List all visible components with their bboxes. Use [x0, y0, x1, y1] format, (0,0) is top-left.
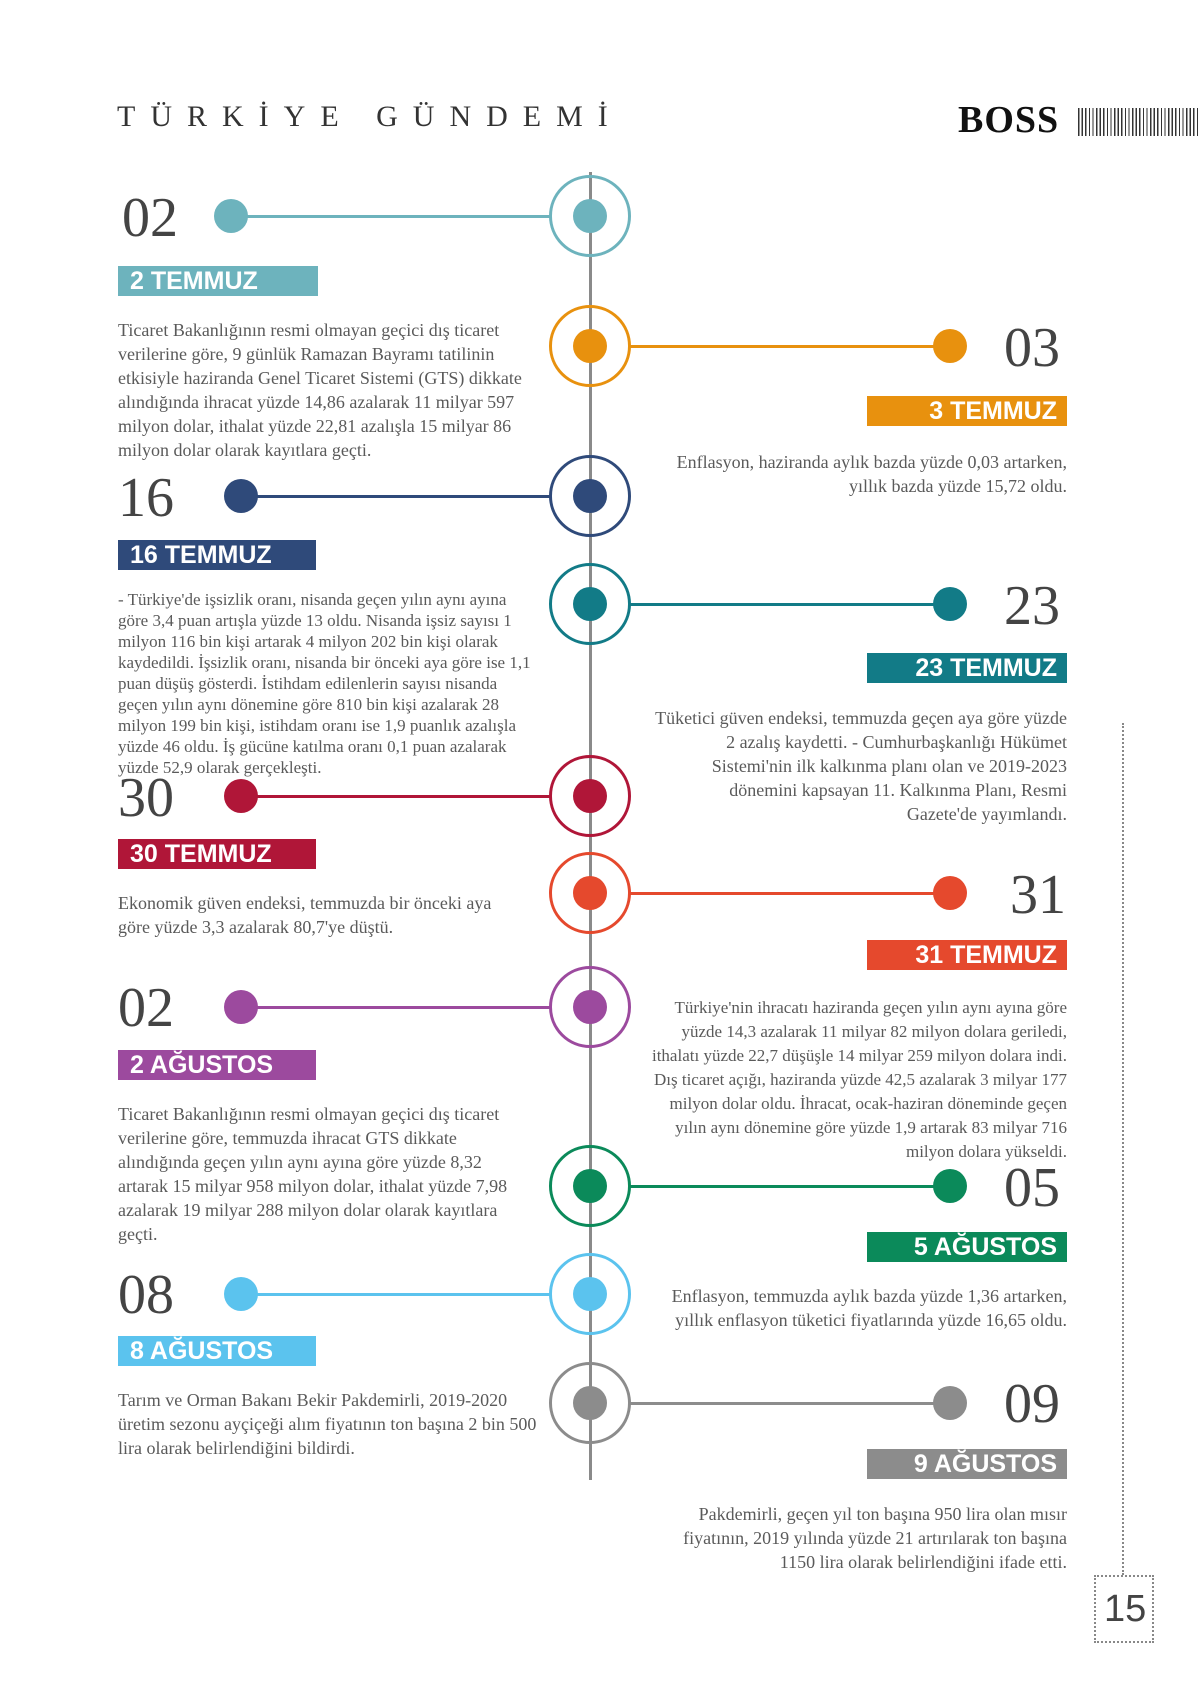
event-day-number: 16: [118, 467, 174, 529]
connector-line: [242, 795, 552, 798]
event-day-number: 08: [118, 1264, 174, 1326]
connector-line: [242, 495, 552, 498]
event-day-number: 23: [1004, 575, 1060, 637]
event-day-number: 09: [1004, 1373, 1060, 1435]
event-date-banner: 8 AĞUSTOS: [118, 1336, 316, 1366]
node-dot: [573, 199, 607, 233]
event-date-banner: 23 TEMMUZ: [867, 653, 1067, 683]
node-dot: [573, 329, 607, 363]
event-description: Enflasyon, haziranda aylık bazda yüzde 0,03 artarken, yıllık bazda yüzde 15,72 oldu.: [676, 452, 1067, 496]
connector-dot: [933, 1169, 967, 1203]
connector-line: [628, 1402, 950, 1405]
node-dot: [573, 1386, 607, 1420]
event-day-number: 03: [1004, 317, 1060, 379]
node-dot: [573, 779, 607, 813]
event-description: Tarım ve Orman Bakanı Bekir Pakdemirli, 2019-2020 üretim sezonu ayçiçeği alım fiyatının ton başına 2 bin 500 lira olarak belirlendiğini bildirdi.: [118, 1390, 537, 1458]
event-date-banner: 3 TEMMUZ: [867, 396, 1067, 426]
event-day-number: 30: [118, 767, 174, 829]
magazine-logo: BOSS: [958, 99, 1060, 141]
connector-dot: [224, 990, 258, 1024]
connector-line: [628, 892, 950, 895]
event-date-banner: 2 TEMMUZ: [118, 266, 318, 296]
connector-dot: [224, 479, 258, 513]
connector-line: [242, 1293, 552, 1296]
node-dot: [573, 587, 607, 621]
connector-line: [242, 1006, 552, 1009]
connector-dot: [224, 1277, 258, 1311]
event-description: Türkiye'nin ihracatı haziranda geçen yılın aynı ayına göre yüzde 14,3 azalarak 11 milyar 82 milyon dolara geriledi, ithalatı yüzde 22,7 düşüşle 14 milyar 259 milyon dolara indi. Dış ticaret açığı, haziranda yüzde 42,5 azalarak 3 milyar 177 milyon dolar oldu. İhracat, ocak-haziran döneminde geçen yılın aynı dönemine göre yüzde 1,9 artarak 83 milyar 716 milyon dolara yükseldi.: [651, 998, 1067, 1161]
connector-dot: [214, 199, 248, 233]
node-dot: [573, 1169, 607, 1203]
node-dot: [573, 1277, 607, 1311]
event-date-banner: 30 TEMMUZ: [118, 839, 316, 869]
node-dot: [573, 479, 607, 513]
event-date-banner: 2 AĞUSTOS: [118, 1050, 316, 1080]
node-dot: [573, 990, 607, 1024]
event-description: - Türkiye'de işsizlik oranı, nisanda geçen yılın aynı ayına göre 3,4 puan artışla yüzde 13 oldu. Nisanda işsiz sayısı 1 milyon 116 bin kişi artarak 4 milyon 202 bin kişi olarak kaydedildi. İşsizlik oranı, nisanda bir önceki aya göre ise 1,1 puan düşüş gösterdi. İstihdam edilenlerin sayısı nisanda geçen yılın aynı dönemine göre 810 bin kişi azalarak 28 milyon 199 bin kişi, istihdam oranı ise 1,9 puanlık azalışla yüzde 46 oldu. İş gücüne katılma oranı 0,1 puan azalarak yüzde 52,9 olarak gerçekleşti.: [118, 590, 531, 777]
event-date-banner: 9 AĞUSTOS: [867, 1449, 1067, 1479]
connector-dot: [933, 329, 967, 363]
connector-line: [628, 345, 950, 348]
node-dot: [573, 876, 607, 910]
connector-dot: [933, 1386, 967, 1420]
event-day-number: 05: [1004, 1157, 1060, 1219]
event-date-banner: 16 TEMMUZ: [118, 540, 316, 570]
barcode-decoration: [1078, 108, 1200, 136]
event-date-banner: 5 AĞUSTOS: [867, 1232, 1067, 1262]
event-description: Tüketici güven endeksi, temmuzda geçen aya göre yüzde 2 azalış kaydetti. - Cumhurbaşkanlığı Hükümet Sistemi'nin ilk kalkınma planı olan ve 2019-2023 dönemini kapsayan 11. Kalkınma Planı, Resmi Gazete'de yayımlandı.: [655, 708, 1067, 824]
event-description: Pakdemirli, geçen yıl ton başına 950 lira olan mısır fiyatının, 2019 yılında yüzde 21 artırılarak ton başına 1150 lira olarak belirlendiğini ifade etti.: [683, 1504, 1067, 1572]
section-title: TÜRKİYE GÜNDEMİ: [117, 100, 623, 133]
connector-dot: [224, 779, 258, 813]
event-day-number: 02: [122, 187, 178, 249]
connector-line: [628, 1185, 950, 1188]
event-day-number: 31: [1010, 864, 1066, 926]
connector-dot: [933, 587, 967, 621]
page-number: 15: [1104, 1588, 1147, 1630]
event-description: Ticaret Bakanlığının resmi olmayan geçici dış ticaret verilerine göre, temmuzda ihracat GTS dikkate alındığında geçen yılın aynı ayına göre yüzde 8,32 artarak 15 milyar 958 milyon dolar, ithalat yüzde 7,98 azalarak 19 milyar 288 milyon dolar olarak kayıtlara geçti.: [118, 1104, 508, 1244]
event-description: Ekonomik güven endeksi, temmuzda bir önceki aya göre yüzde 3,3 azalarak 80,7'ye düştü.: [118, 893, 492, 937]
connector-line: [232, 215, 552, 218]
event-day-number: 02: [118, 977, 174, 1039]
connector-dot: [933, 876, 967, 910]
event-date-banner: 31 TEMMUZ: [867, 940, 1067, 970]
page-frame-line: [1122, 723, 1124, 1575]
event-description: Ticaret Bakanlığının resmi olmayan geçici dış ticaret verilerine göre, 9 günlük Ramazan Bayramı tatilinin etkisiyle haziranda Genel Ticaret Sistemi (GTS) dikkate alındığında ihracat yüzde 14,86 azalarak 11 milyar 597 milyon dolar, ithalat yüzde 22,81 azalışla 15 milyar 86 milyon dolar olarak kayıtlara geçti.: [118, 320, 522, 460]
connector-line: [628, 603, 950, 606]
event-description: Enflasyon, temmuzda aylık bazda yüzde 1,36 artarken, yıllık enflasyon tüketici fiyatlarında yüzde 16,65 oldu.: [671, 1286, 1067, 1330]
